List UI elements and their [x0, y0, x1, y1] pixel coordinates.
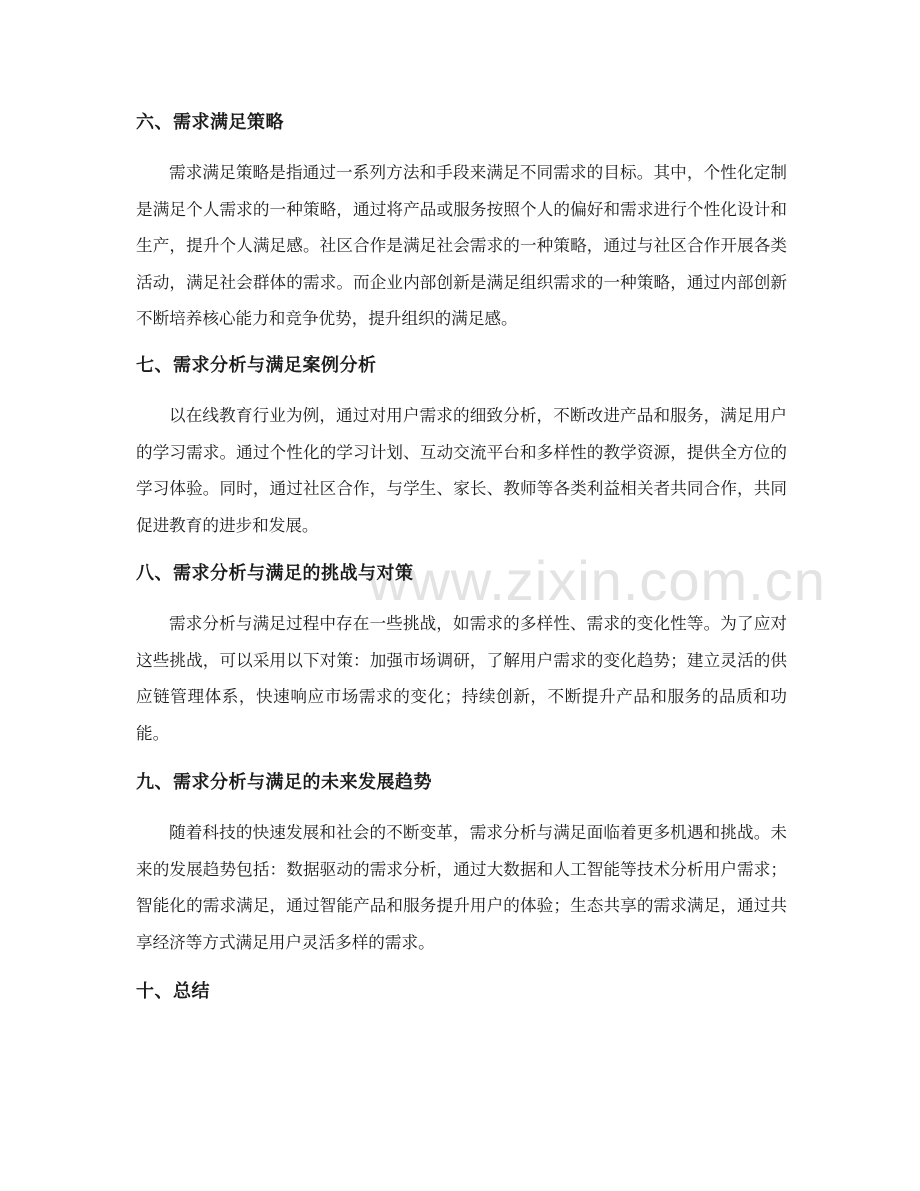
- section-heading-6: 六、需求满足策略: [136, 112, 284, 133]
- section-heading-10: 十、总结: [136, 981, 210, 1002]
- section-heading-9: 九、需求分析与满足的未来发展趋势: [136, 772, 432, 793]
- watermark: www.zixin.com.cn: [368, 549, 826, 612]
- section-heading-7: 七、需求分析与满足案例分析: [136, 355, 377, 376]
- section-heading-8: 八、需求分析与满足的挑战与对策: [136, 563, 414, 584]
- section-paragraph-6: 需求满足策略是指通过一系列方法和手段来满足不同需求的目标。其中，个性化定制是满足个人需求的一种策略，通过将产品或服务按照个人的偏好和需求进行个性化设计和生产，提升个人满足感。社区合作是满足社会需求的一种策略，通过与社区合作开展各类活动，满足社会群体的需求。而企业内部创新是满足组织需求的一种策略，通过内部创新不断培养核心能力和竞争优势，提升组织的满足感。: [136, 163, 787, 328]
- section-paragraph-7: 以在线教育行业为例，通过对用户需求的细致分析，不断改进产品和服务，满足用户的学习需求。通过个性化的学习计划、互动交流平台和多样性的教学资源，提供全方位的学习体验。同时，通过社区合作，与学生、家长、教师等各类利益相关者共同合作，共同促进教育的进步和发展。: [136, 406, 787, 535]
- section-paragraph-8: 需求分析与满足过程中存在一些挑战，如需求的多样性、需求的变化性等。为了应对这些挑战，可以采用以下对策：加强市场调研，了解用户需求的变化趋势；建立灵活的供应链管理体系，快速响应市场需求的变化；持续创新，不断提升产品和服务的品质和功能。: [136, 614, 787, 743]
- section-paragraph-9: 随着科技的快速发展和社会的不断变革，需求分析与满足面临着更多机遇和挑战。未来的发展趋势包括：数据驱动的需求分析，通过大数据和人工智能等技术分析用户需求；智能化的需求满足，通过智能产品和服务提升用户的体验；生态共享的需求满足，通过共享经济等方式满足用户灵活多样的需求。: [136, 823, 787, 952]
